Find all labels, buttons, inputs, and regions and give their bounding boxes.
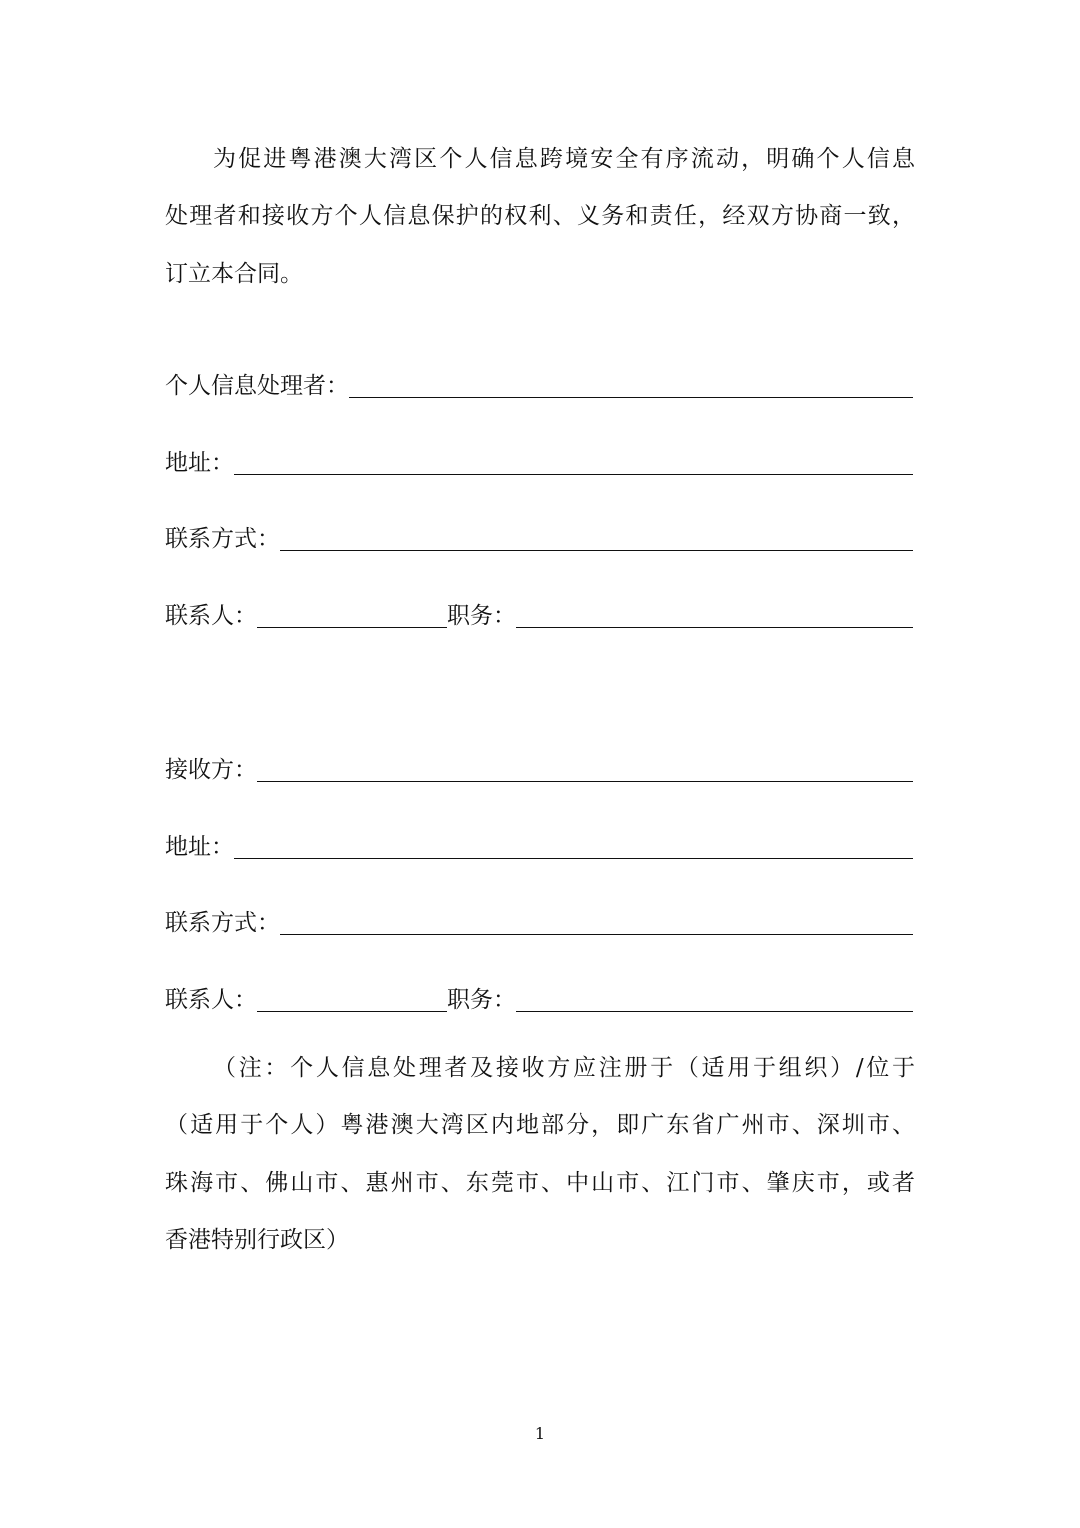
field-label: 联系人： [165, 603, 257, 629]
blank-line[interactable] [280, 914, 913, 935]
blank-line[interactable] [516, 607, 913, 628]
intro-line: 订立本合同。 [165, 261, 303, 287]
recipient-address-field[interactable] [165, 831, 913, 863]
field-label: 接收方： [165, 757, 257, 783]
page-number: 1 [534, 1424, 546, 1443]
field-label: 地址： [165, 450, 234, 476]
intro-line: 为促进粤港澳大湾区个人信息跨境安全有序流动，明确个人信息 [213, 146, 915, 172]
recipient-person-field[interactable] [165, 984, 913, 1016]
note-line: 香港特别行政区） [165, 1227, 349, 1253]
blank-line[interactable] [234, 838, 913, 859]
blank-line[interactable] [257, 991, 447, 1012]
recipient-name-field[interactable] [165, 754, 913, 786]
field-label: 联系人： [165, 987, 257, 1013]
blank-line[interactable] [516, 991, 913, 1012]
blank-line[interactable] [349, 377, 913, 398]
intro-line: 处理者和接收方个人信息保护的权利、义务和责任，经双方协商一致， [165, 203, 915, 229]
note-line: （适用于个人）粤港澳大湾区内地部分，即广东省广州市、深圳市、 [165, 1112, 915, 1138]
processor-person-field[interactable] [165, 600, 913, 632]
note-line: 珠海市、佛山市、惠州市、东莞市、中山市、江门市、肇庆市，或者 [165, 1170, 915, 1196]
field-label: 联系方式： [165, 910, 280, 936]
field-label: 个人信息处理者： [165, 373, 349, 399]
blank-line[interactable] [234, 454, 913, 475]
field-label: 职务： [447, 987, 516, 1013]
field-label: 职务： [447, 603, 516, 629]
processor-address-field[interactable] [165, 447, 913, 479]
blank-line[interactable] [280, 530, 913, 551]
note-line: （注：个人信息处理者及接收方应注册于（适用于组织）/位于 [213, 1055, 915, 1081]
field-label: 联系方式： [165, 526, 280, 552]
blank-line[interactable] [257, 761, 913, 782]
recipient-contact-field[interactable] [165, 907, 913, 939]
processor-name-field[interactable] [165, 370, 913, 402]
blank-line[interactable] [257, 607, 447, 628]
field-label: 地址： [165, 834, 234, 860]
processor-contact-field[interactable] [165, 523, 913, 555]
